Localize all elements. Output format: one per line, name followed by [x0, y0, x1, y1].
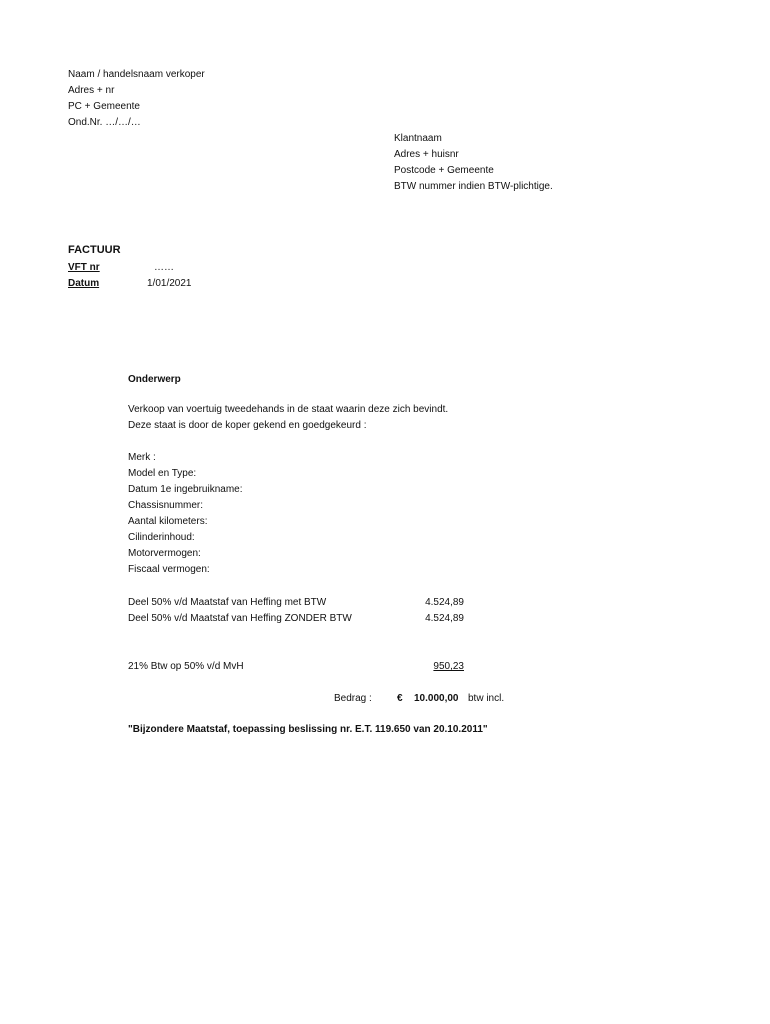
- client-name: Klantnaam: [394, 133, 442, 144]
- subject-description: [128, 402, 448, 434]
- vehicle-field-fiscal-power: Fiscaal vermogen:: [128, 564, 210, 575]
- total-suffix: btw incl.: [468, 693, 505, 704]
- taxable-base-without-vat-label: Deel 50% v/d Maatstaf van Heffing ZONDER BTW: [128, 613, 352, 624]
- client-vat-number: BTW nummer indien BTW-plichtige.: [394, 181, 553, 192]
- seller-name: Naam / handelsnaam verkoper: [68, 69, 205, 80]
- vat-amount-value: 950,23: [433, 661, 464, 672]
- invoice-number-value: ……: [154, 262, 174, 273]
- client-postcode-city: Postcode + Gemeente: [394, 165, 494, 176]
- invoice-number-label: VFT nr: [68, 262, 100, 273]
- total-label: Bedrag :: [334, 693, 372, 704]
- seller-postcode-city: PC + Gemeente: [68, 101, 140, 112]
- subject-heading: Onderwerp: [128, 374, 181, 385]
- seller-address: Adres + nr: [68, 85, 115, 96]
- vat-amount-label: 21% Btw op 50% v/d MvH: [128, 661, 244, 672]
- invoice-date-value: 1/01/2021: [147, 278, 192, 289]
- total-amount: 10.000,00: [414, 693, 459, 704]
- taxable-base-with-vat-label: Deel 50% v/d Maatstaf van Heffing met BTW: [128, 597, 327, 608]
- vehicle-field-first-registration: Datum 1e ingebruikname:: [128, 484, 243, 495]
- client-address: Adres + huisnr: [394, 149, 459, 160]
- vehicle-field-power: Motorvermogen:: [128, 548, 201, 559]
- description-line: Verkoop van voertuig tweedehands in de staat waarin deze zich bevindt.: [128, 404, 449, 415]
- client-address-block: [394, 131, 553, 195]
- legal-note: "Bijzondere Maatstaf, toepassing beslissing nr. E.T. 119.650 van 20.10.2011": [128, 724, 488, 735]
- seller-company-number: Ond.Nr. …/…/…: [68, 117, 141, 128]
- vehicle-field-model: Model en Type:: [128, 468, 197, 479]
- vehicle-field-mileage: Aantal kilometers:: [128, 516, 208, 527]
- document-title: FACTUUR: [68, 244, 121, 256]
- description-line: Deze staat is door de koper gekend en goedgekeurd :: [128, 420, 367, 431]
- vehicle-field-chassis: Chassisnummer:: [128, 500, 204, 511]
- taxable-base-without-vat-value: 4.524,89: [425, 613, 464, 624]
- seller-address-block: [68, 67, 205, 131]
- vehicle-field-brand: Merk :: [128, 452, 156, 463]
- vehicle-details-list: [128, 450, 243, 578]
- total-currency: €: [397, 693, 403, 704]
- invoice-date-label: Datum: [68, 278, 100, 289]
- taxable-base-with-vat-value: 4.524,89: [425, 597, 464, 608]
- vehicle-field-displacement: Cilinderinhoud:: [128, 532, 195, 543]
